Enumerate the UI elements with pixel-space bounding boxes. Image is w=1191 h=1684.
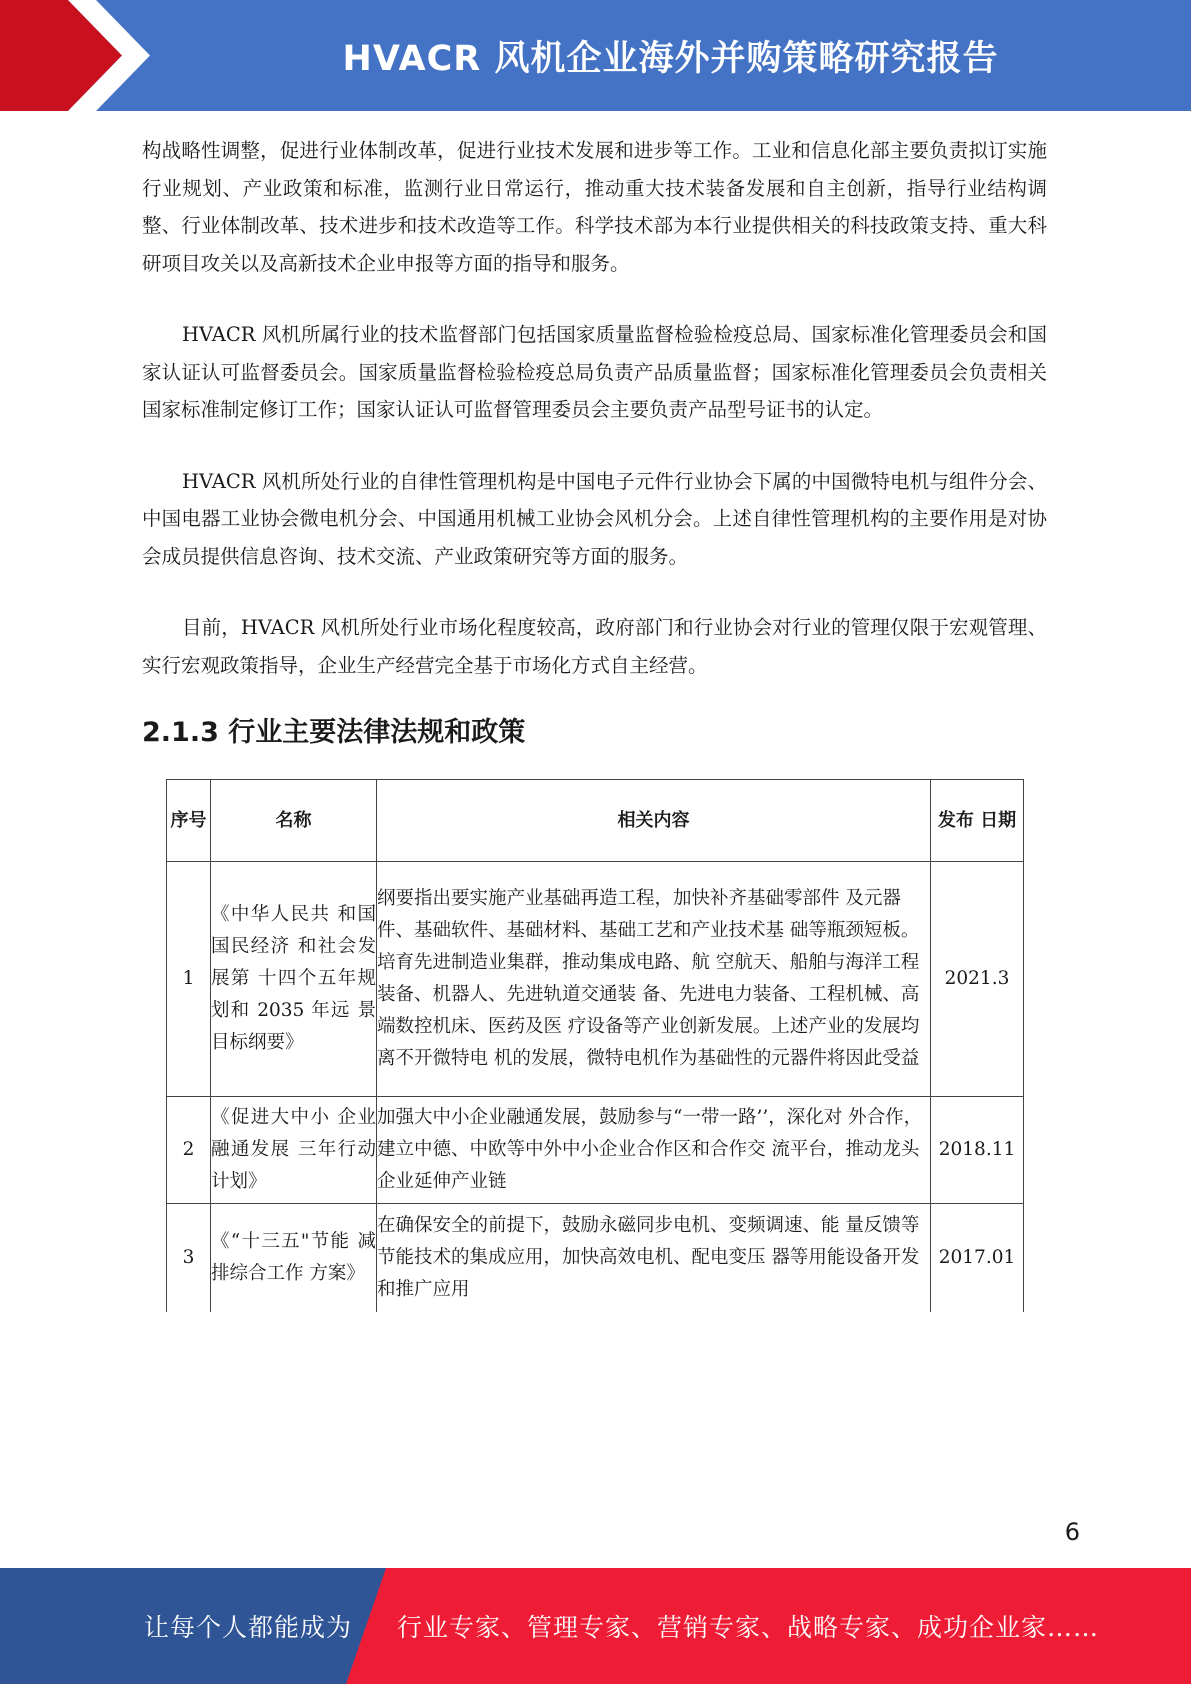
header-chevron-decoration <box>0 0 150 111</box>
paragraph: 目前，HVACR 风机所处行业市场化程度较高，政府部门和行业协会对行业的管理仅限于宏观管理、实行宏观政策指导，企业生产经营完全基于市场化方式自主经营。 <box>142 616 1047 677</box>
header-no: 序号 <box>167 780 211 862</box>
header-date: 发布 日期 <box>931 780 1024 862</box>
regulation-name: 《促进大中小 企业融通发展 三年行动计划》 <box>211 1097 377 1204</box>
body-text <box>142 132 1047 718</box>
section-heading: 2.1.3 行业主要法律法规和政策 <box>142 717 526 748</box>
row-number: 3 <box>167 1204 211 1313</box>
report-title: HVACR 风机企业海外并购策略研究报告 <box>342 38 999 79</box>
regulation-content: 在确保安全的前提下，鼓励永磁同步电机、变频调速、能 量反馈等节能技术的集成应用，加快高效电机、配电变压 器等用能设备开发和推广应用 <box>377 1204 931 1313</box>
footer-slogan-left: 让每个人都能成为 <box>144 1613 353 1642</box>
regulation-name: 《中华人民共 和国国民经济 和社会发展第 十四个五年规 划和 2035 年远 景目标纲要》 <box>211 862 377 1097</box>
header-content: 相关内容 <box>377 780 931 862</box>
table-row <box>167 862 1024 1097</box>
page-number: 6 <box>1064 1518 1080 1546</box>
row-number: 2 <box>167 1097 211 1204</box>
table-header-row <box>167 780 1024 862</box>
table-row <box>167 1097 1024 1204</box>
footer-slogan-right: 行业专家、管理专家、营销专家、战略专家、成功企业家…… <box>397 1613 1100 1642</box>
release-date: 2021.3 <box>931 862 1024 1097</box>
table-row <box>167 1204 1024 1313</box>
paragraph: 构战略性调整，促进行业体制改革，促进行业技术发展和进步等工作。工业和信息化部主要负责拟订实施行业规划、产业政策和标准，监测行业日常运行，推动重大技术装备发展和自主创新，指导行业结构调整、行业体制改革、技术进步和技术改造等工作。科学技术部为本行业提供相关的科技政策支持、重大科研项目攻关以及高新技术企业申报等方面的指导和服务。 <box>142 139 1047 275</box>
release-date: 2018.11 <box>931 1097 1024 1204</box>
page-header <box>0 0 1191 111</box>
release-date: 2017.01 <box>931 1204 1024 1313</box>
paragraph: HVACR 风机所处行业的自律性管理机构是中国电子元件行业协会下属的中国微特电机与组件分会、中国电器工业协会微电机分会、中国通用机械工业协会风机分会。上述自律性管理机构的主要作用是对协会成员提供信息咨询、技术交流、产业政策研究等方面的服务。 <box>142 469 1047 568</box>
regulation-content: 加强大中小企业融通发展，鼓励参与“一带一路’’，深化对 外合作，建立中德、中欧等中外中小企业合作区和合作交 流平台，推动龙头企业延伸产业链 <box>377 1097 931 1204</box>
regulation-name: 《“十三五"节能 减排综合工作 方案》 <box>211 1204 377 1313</box>
row-number: 1 <box>167 862 211 1097</box>
regulations-table <box>166 779 1024 1312</box>
header-name: 名称 <box>211 780 377 862</box>
regulation-content: 纲要指出要实施产业基础再造工程，加快补齐基础零部件 及元器件、基础软件、基础材料、基础工艺和产业技术基 础等瓶颈短板。培育先进制造业集群，推动集成电路、航 空航天、船舶与海洋工程装备、机器人、先进轨道交通装 备、先进电力装备、工程机械、高端数控机床、医药及医 疗设备等产业创新发展。上述产业的发展均离不开微特电 机的发展，微特电机作为基础性的元器件将因此受益 <box>377 862 931 1097</box>
page-footer <box>0 1568 1191 1684</box>
paragraph: HVACR 风机所属行业的技术监督部门包括国家质量监督检验检疫总局、国家标准化管理委员会和国家认证认可监督委员会。国家质量监督检验检疫总局负责产品质量监督；国家标准化管理委员会负责相关国家标准制定修订工作；国家认证认可监督管理委员会主要负责产品型号证书的认定。 <box>142 323 1047 421</box>
